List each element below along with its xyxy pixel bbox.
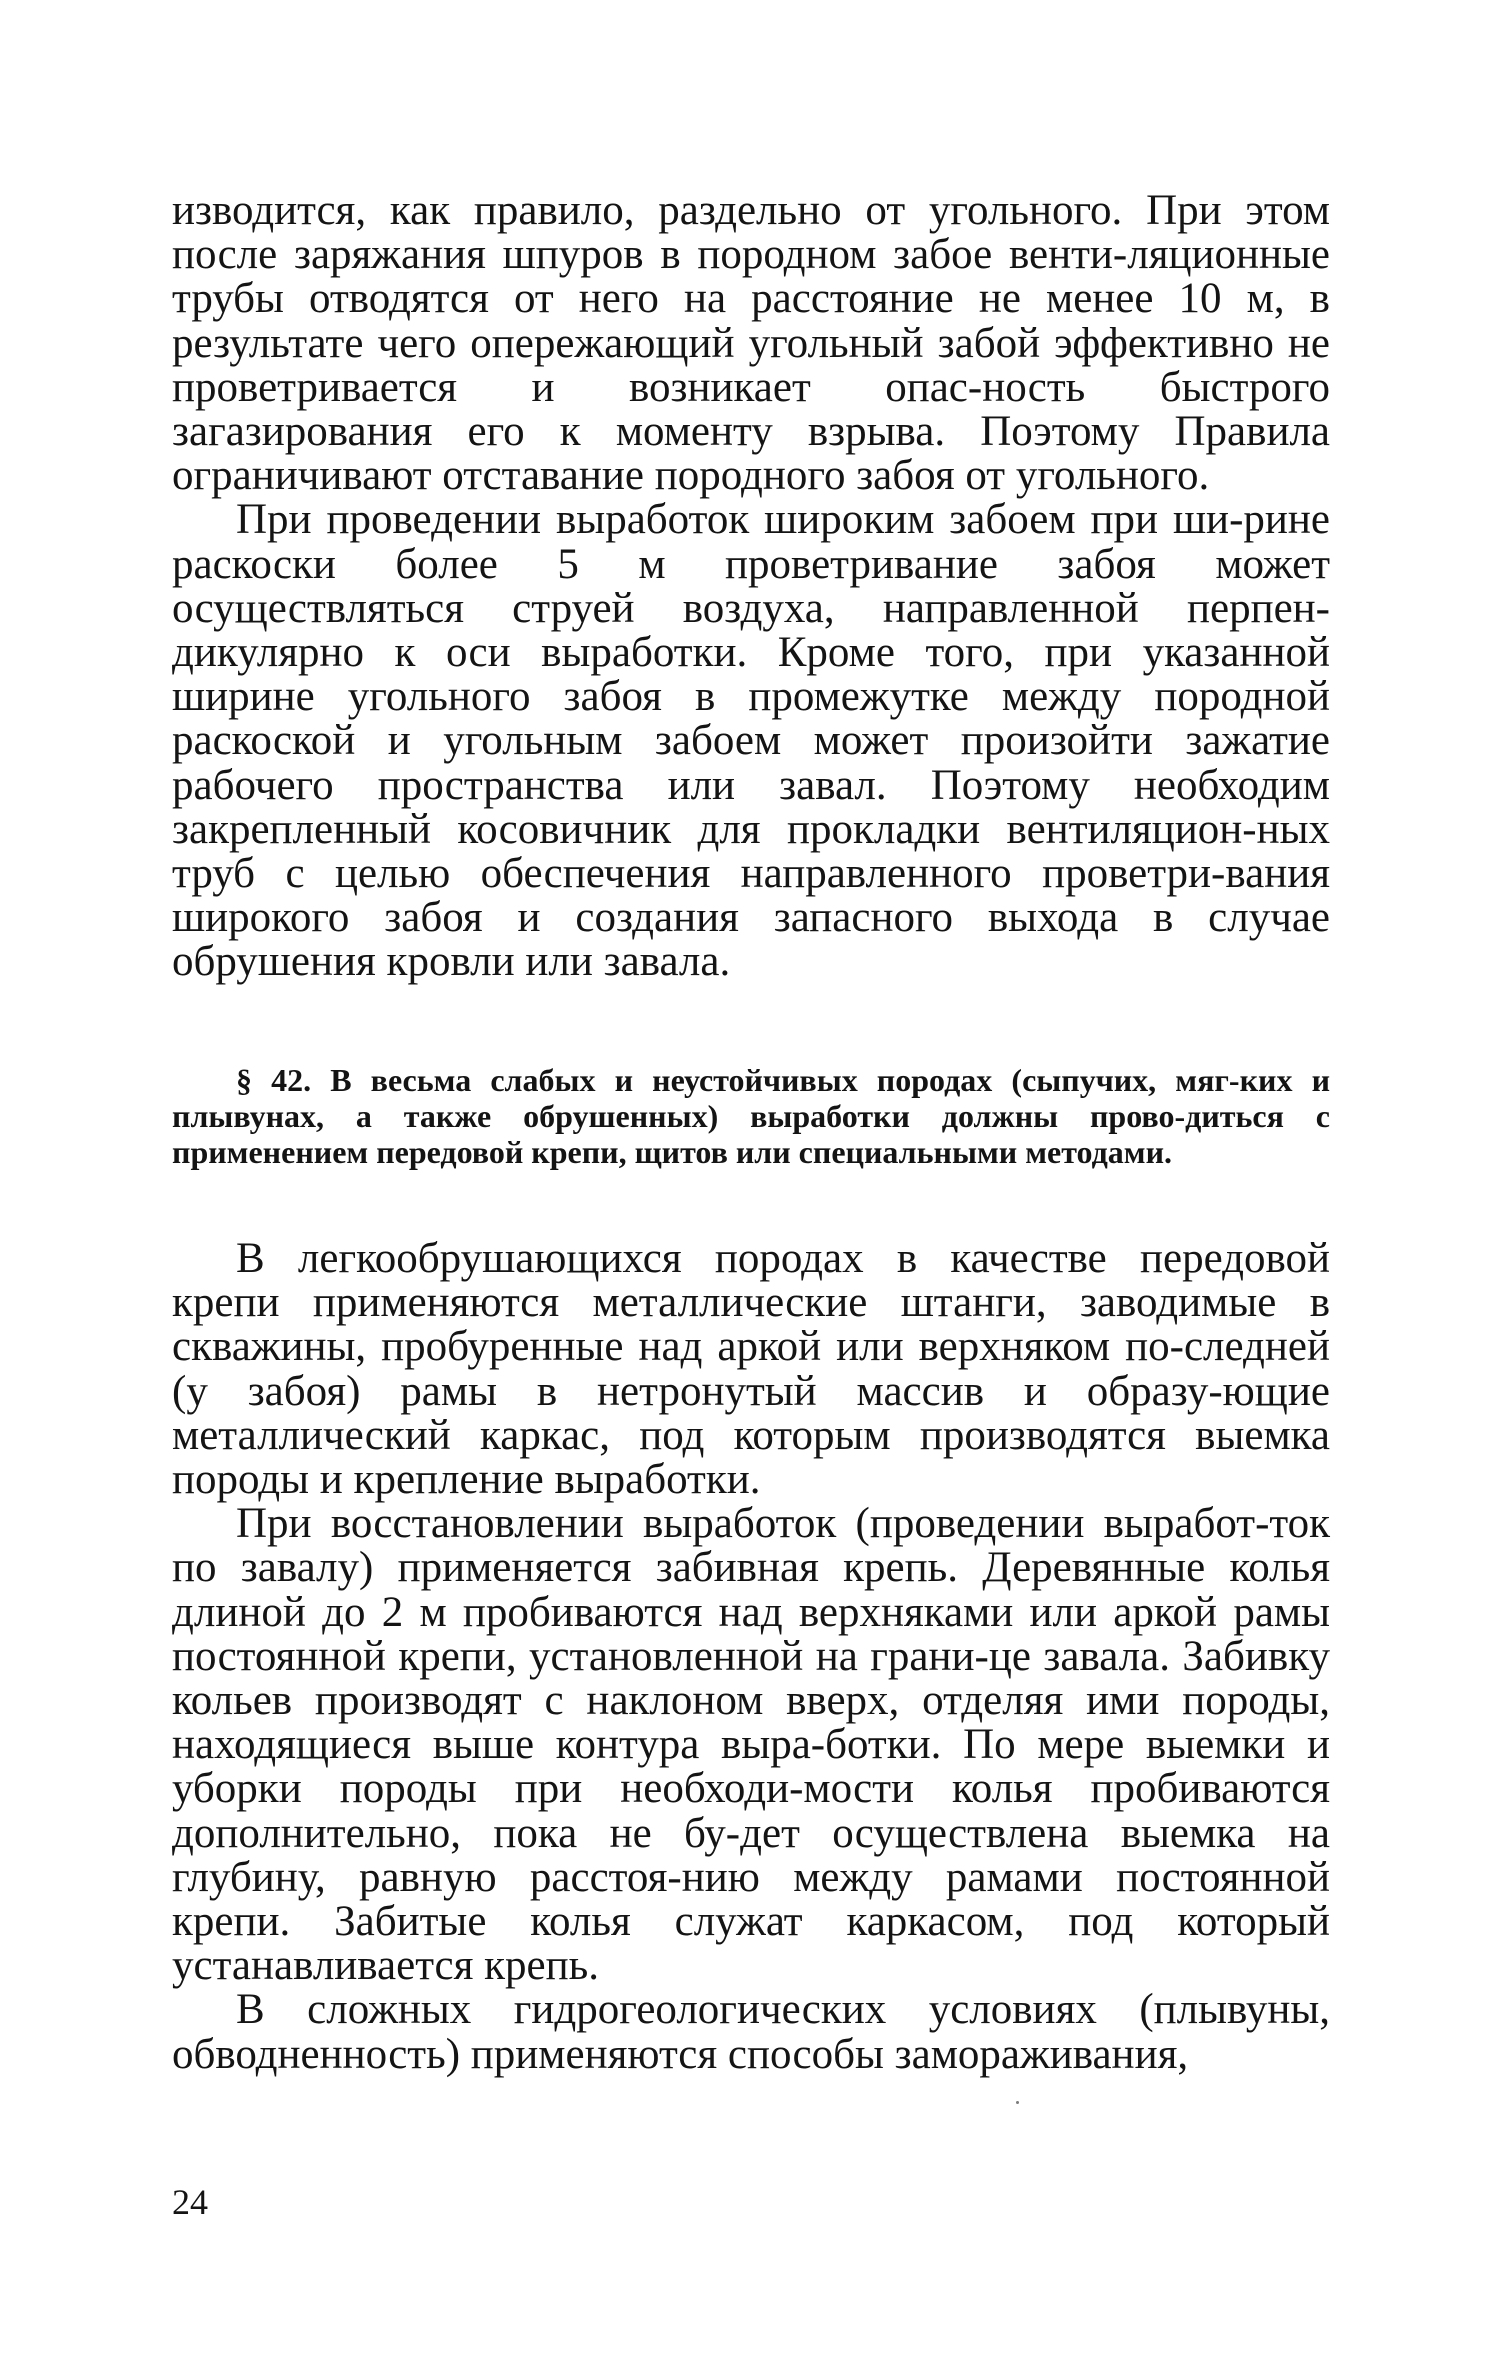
rule-42-text: § 42. В весьма слабых и неустойчивых породах (сыпучих, мяг-ких и плывунах, а также обрушенных) выработки должны прово-диться с применением передовой крепи, щитов или специальными методами. [172,1062,1330,1170]
paragraph-continuation: изводится, как правило, раздельно от угольного. При этом после заряжания шпуров в породном забое венти-ляционные трубы отводятся от него на расстояние не менее 10 м, в результате чего опережающий угольный забой эффективно не проветривается и возникает опас-ность быстрого загазирования его к моменту взрыва. Поэтому Правила ограничивают отставание породного забоя от угольного. [172,187,1330,500]
text-section-top [172,189,1330,985]
text-section-bottom [172,1237,1330,2077]
paragraph-forepoling: В легкообрушающихся породах в качестве передовой крепи применяются металлические штанги, заводимые в скважины, пробуренные над аркой или верхняком по-следней (у забоя) рамы в нетронутый массив и образу-ющие металлический каркас, под которым производятся выемка породы и крепление выработки. [172,1235,1330,1504]
rule-section-42 [172,1062,1330,1170]
page-number: 24 [172,2182,208,2222]
paragraph-hydrogeology: В сложных гидрогеологических условиях (плывуны, обводненность) применяются способы замораживания, [172,1986,1330,2078]
scan-speck [1016,2101,1019,2104]
paragraph-wide-face: При проведении выработок широким забоем при ши-рине раскоски более 5 м проветривание забоя может осуществляться струей воздуха, направленной перпен-дикулярно к оси выработки. Кроме того, при указанной ширине угольного забоя в промежутке между породной раскоской и угольным забоем может произойти зажатие рабочего пространства или завал. Поэтому необходим закрепленный косовичник для прокладки вентиляцион-ных труб с целью обеспечения направленного проветри-вания широкого забоя и создания запасного выхода в случае обрушения кровли или завала. [172,496,1330,986]
paragraph-restoration: При восстановлении выработок (проведении выработ-ток по завалу) применяется забивная крепь. Деревянные колья длиной до 2 м пробиваются над верхняками или аркой рамы постоянной крепи, установленной на грани-це завала. Забивку кольев производят с наклоном вверх, отделяя ими породы, находящиеся выше контура выра-ботки. По мере выемки и уборки породы при необходи-мости колья пробиваются дополнительно, пока не бу-дет осуществлена выемка на глубину, равную расстоя-нию между рамами постоянной крепи. Забитые колья служат каркасом, под который устанавливается крепь. [172,1500,1330,1990]
